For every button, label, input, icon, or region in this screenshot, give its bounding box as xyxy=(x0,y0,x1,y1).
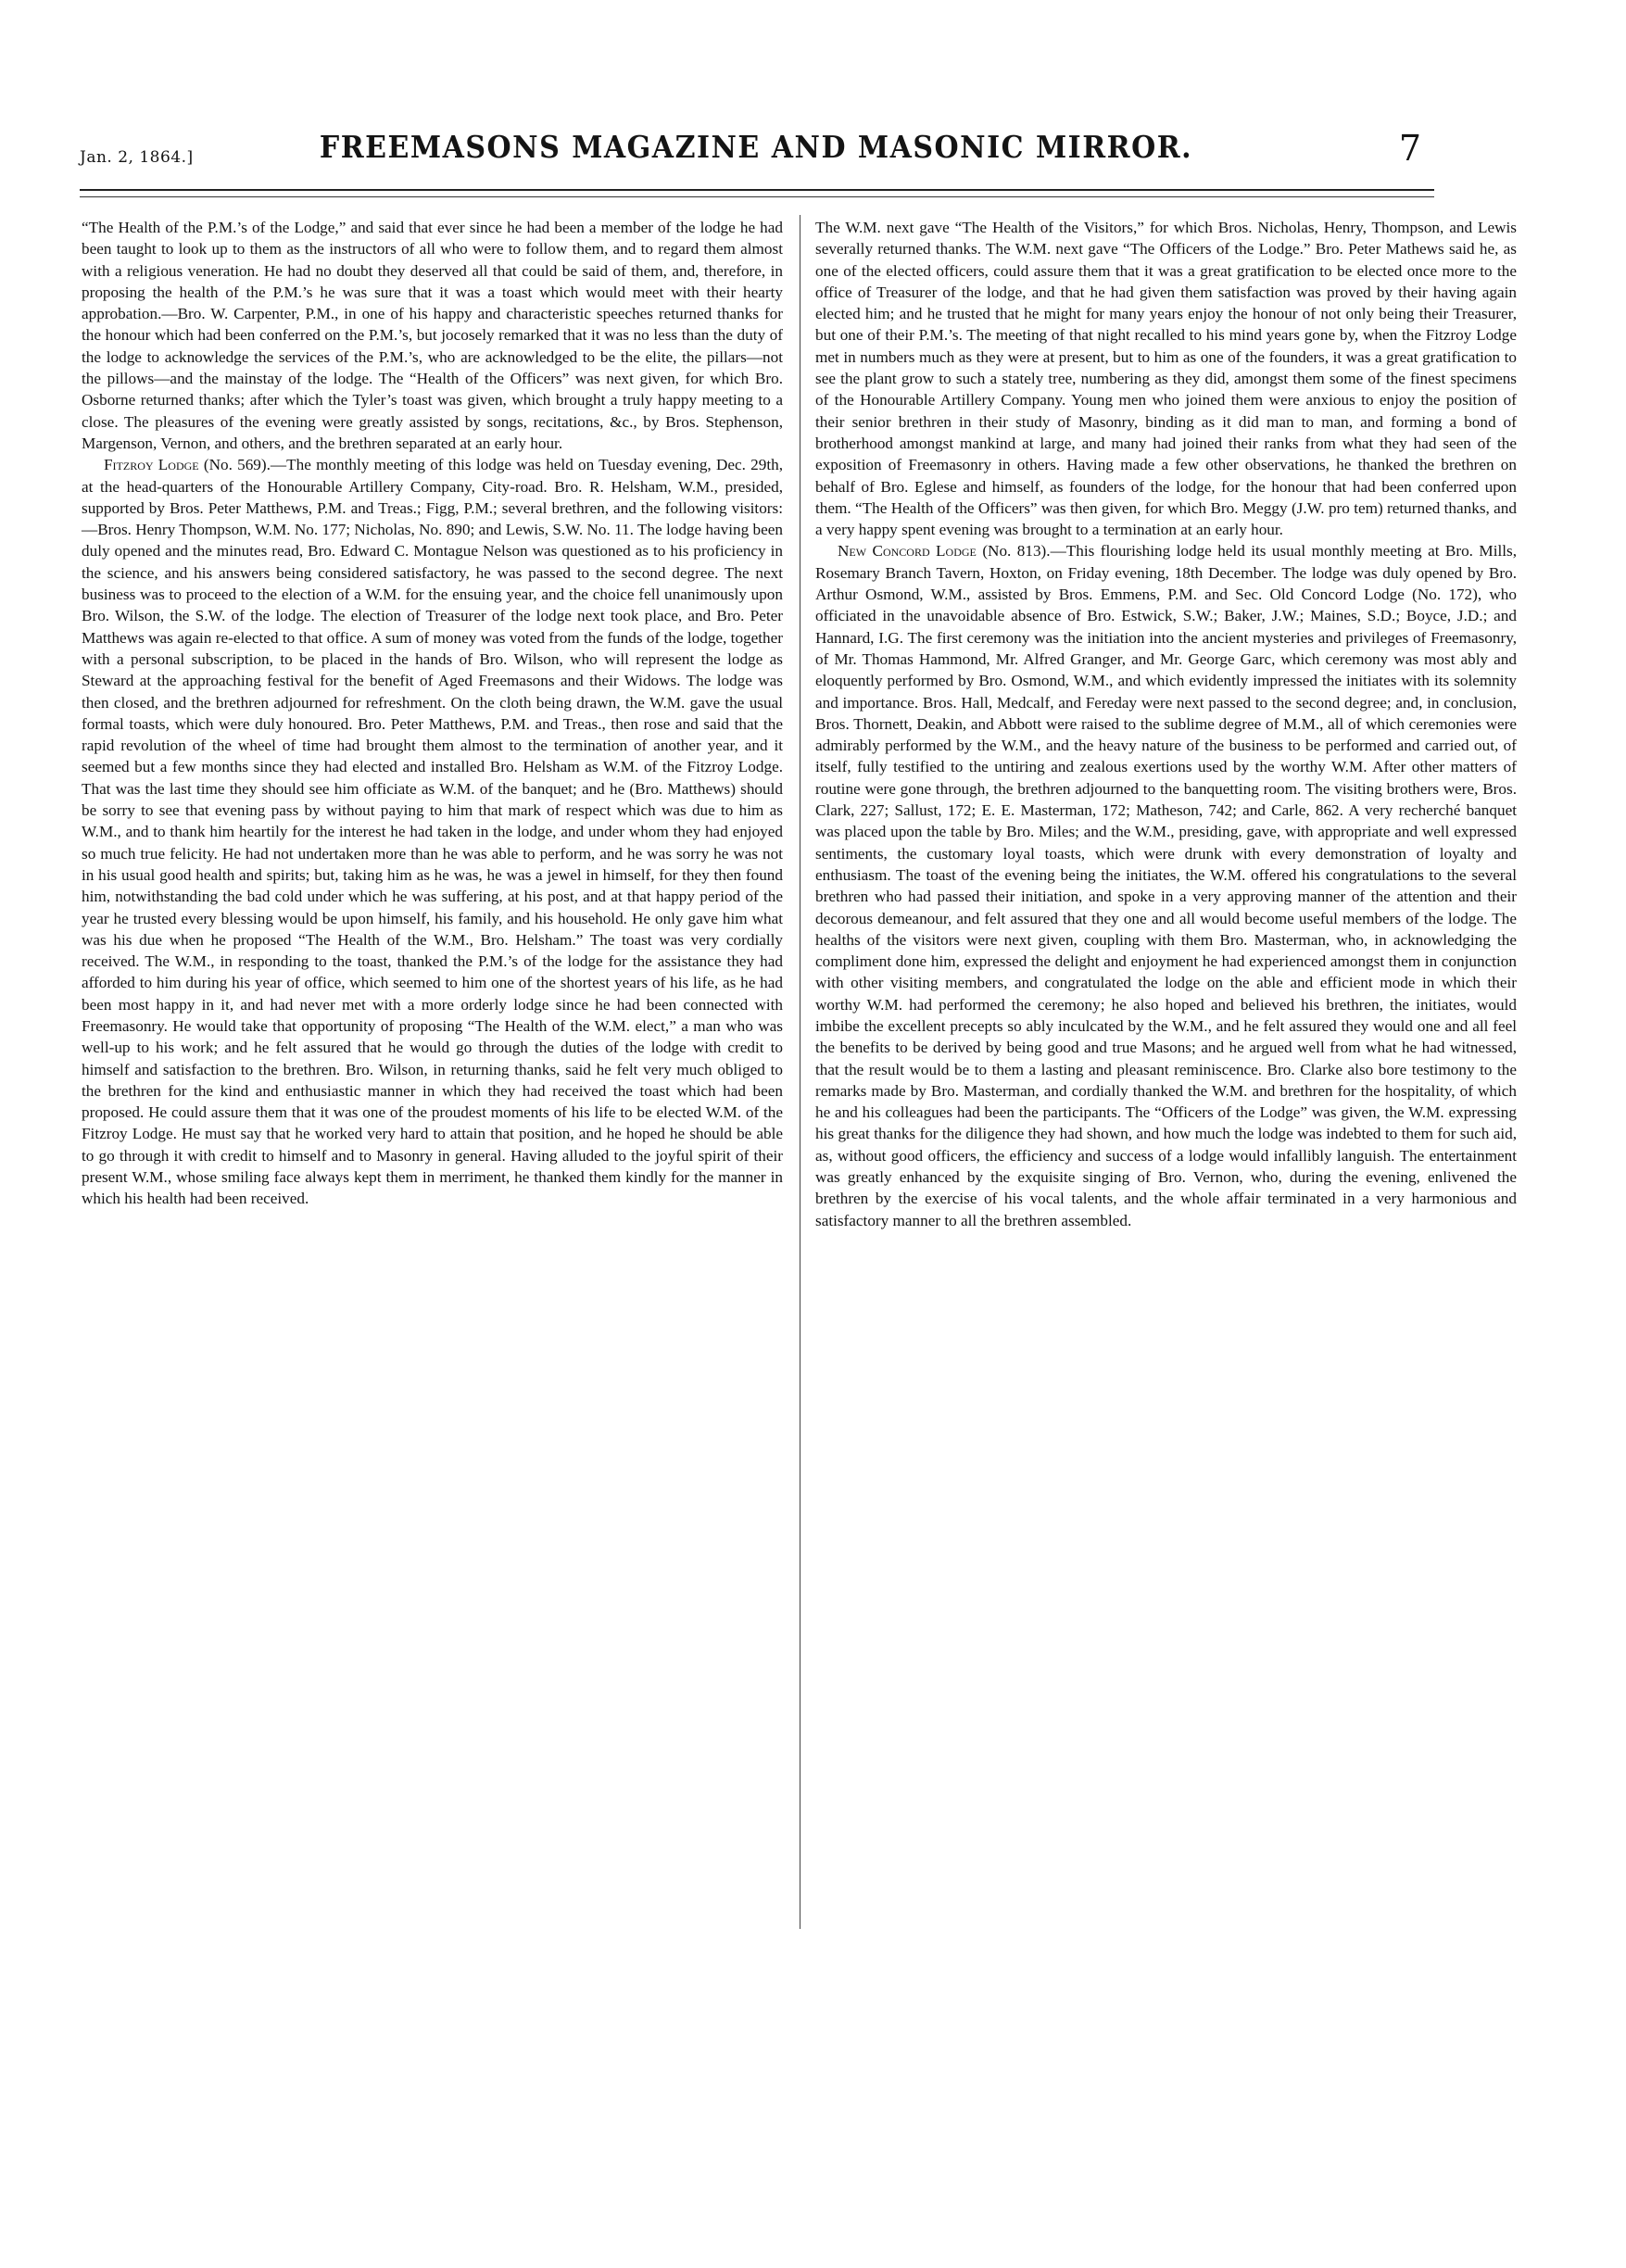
header-rule-thick xyxy=(80,189,1434,191)
article-paragraph xyxy=(82,454,783,1209)
article-paragraph xyxy=(82,217,783,454)
lodge-heading: Fitzroy Lodge xyxy=(104,456,199,474)
left-column xyxy=(82,217,783,1210)
page-number: 7 xyxy=(1398,128,1421,169)
page-header xyxy=(80,128,1432,180)
paragraph-text: (No. 813).—This flourishing lodge held its usual monthly meeting at Bro. Mills, Rosemary Branch Tavern, Hoxton, on Friday evening, 18th December. The lodge was duly opened by Bro. Arthur Osmond, W.M., assisted by Bros. Emmens, P.M. and Sec. Old Concord Lodge (No. 172), who officiated in the unavoidable absence of Bro. Estwick, S.W.; Baker, J.W.; Maines, S.D.; Boyce, J.D.; and Hannard, I.G. The first ceremony was the initiation into the ancient mysteries and privileges of Freemasonry, of Mr. Thomas Hammond, Mr. Alfred Granger, and Mr. George Garc, which ceremony was most ably and eloquently performed by Bro. Osmond, W.M., and which evidently impressed the initiates with its solemnity and importance. Bros. Hall, Medcalf, and Fereday were next passed to the second degree; and, in conclusion, Bros. Thornett, Deakin, and Abbott were raised to the sublime degree of M.M., all of which ceremonies were admirably performed by the W.M., and the heavy nature of the business to be performed and carried out, of itself, fully testified to the untiring and zealous exertions used by the worthy W.M. After other matters of routine were gone through, the brethren adjourned to the banquetting room. The visiting brothers were, Bros. Clark, 227; Sallust, 172; E. E. Masterman, 172; Matheson, 742; and Carle, 862. A very recherché banquet was placed upon the table by Bro. Miles; and the W.M., presiding, gave, with appropriate and well expressed sentiments, the customary loyal toasts, which were drunk with every demonstration of loyalty and enthusiasm. The toast of the evening being the initiates, the W.M. offered his congratulations to the several brethren who had passed their initiation, and spoke in a very approving manner of the attention and their decorous demeanour, and felt assured that they one and all would become useful members of the lodge. The healths of the visitors were next given, coupling with them Bro. Masterman, who, in acknowledging the compliment done him, expressed the delight and enjoyment he had experienced amongst them in conjunction with other visiting members, and congratulated the lodge on the able and efficient mode in which their worthy W.M. had performed the ceremony; he also hoped and believed his brethren, the initiates, would imbibe the excellent precepts so ably inculcated by the W.M., and he felt assured they would one and all feel the benefits to be derived by being good and true Masons; and he argued well from what he had witnessed, that the result would be to them a lasting and pleasant reminiscence. Bro. Clarke also bore testimony to the remarks made by Bro. Masterman, and cordially thanked the W.M. and brethren for the hospitality, of which he and his colleagues had been the participants. The “Officers of the Lodge” was given, the W.M. expressing his great thanks for the diligence they had shown, and how much the lodge was indebted to them for such aid, as, without good officers, the efficiency and success of a lodge would infallibly languish. The entertainment was greatly enhanced by the exquisite singing of Bro. Vernon, who, during the evening, enlivened the brethren by the exercise of his vocal talents, and the whole affair terminated in a very harmonious and satisfactory manner to all the brethren assembled. xyxy=(815,542,1517,1229)
publication-title: FREEMASONS MAGAZINE AND MASONIC MIRROR. xyxy=(319,130,1193,166)
header-rule-thin xyxy=(80,196,1434,197)
paragraph-text: “The Health of the P.M.’s of the Lodge,” and said that ever since he had been a member of the lodge he had been taught to look up to them as the instructors of all who were to follow them, and to regard them almost with a religious veneration. He had no doubt they deserved all that could be said of them, and, therefore, in proposing the health of the P.M.’s he was sure that it was a toast which would meet with their hearty approbation.—Bro. W. Carpenter, P.M., in one of his happy and characteristic speeches returned thanks for the honour which had been conferred on the P.M.’s, but jocosely remarked that it was no less than the duty of the lodge to acknowledge the services of the P.M.’s, who are acknowledged to be the elite, the pillars—not the pillows—and the mainstay of the lodge. The “Health of the Officers” was next given, for which Bro. Osborne returned thanks; after which the Tyler’s toast was given, which brought a truly happy meeting to a close. The pleasures of the evening were greatly assisted by songs, recitations, &c., by Bros. Stephenson, Margenson, Vernon, and others, and the brethren separated at an early hour. xyxy=(82,219,783,452)
issue-date: Jan. 2, 1864.] xyxy=(80,148,194,167)
paragraph-text: The W.M. next gave “The Health of the Visitors,” for which Bros. Nicholas, Henry, Thompson, and Lewis severally returned thanks. The W.M. next gave “The Officers of the Lodge.” Bro. Peter Mathews said he, as one of the elected officers, could assure them that it was a great gratification to be elected once more to the office of Treasurer of the lodge, and that he had given them satisfaction was proved by their having again elected him; and he trusted that he might for many years enjoy the honour of not only being their Treasurer, but one of their P.M.’s. The meeting of that night recalled to his mind years gone by, when the Fitzroy Lodge met in numbers much as they were at present, but to him as one of the founders, it was a great gratification to see the plant grow to such a stately tree, numbering as they did, amongst them some of the finest specimens of the Honourable Artillery Company. Young men who joined them were anxious to enjoy the position of their senior brethren in their study of Masonry, binding as it did man to man, and forming a bond of brotherhood amongst mankind at large, and many had joined their ranks from what they had seen of the exposition of Freemasonry in others. Having made a few other observations, he thanked the brethren on behalf of Bro. Eglese and himself, as founders of the lodge, for the honour that had been conferred upon them. “The Health of the Officers” was then given, for which Bro. Meggy (J.W. pro tem) returned thanks, and a very happy spent evening was brought to a termination at an early hour. xyxy=(815,219,1517,539)
article-paragraph xyxy=(815,540,1517,1231)
right-column xyxy=(815,217,1517,1231)
article-paragraph xyxy=(815,217,1517,540)
lodge-heading: New Concord Lodge xyxy=(838,542,977,561)
paragraph-text: (No. 569).—The monthly meeting of this lodge was held on Tuesday evening, Dec. 29th, at the head-quarters of the Honourable Artillery Company, City-road. Bro. R. Helsham, W.M., presided, supported by Bros. Peter Matthews, P.M. and Treas.; Figg, P.M.; several brethren, and the following visitors:—Bros. Henry Thompson, W.M. No. 177; Nicholas, No. 890; and Lewis, S.W. No. 11. The lodge having been duly opened and the minutes read, Bro. Edward C. Montague Nelson was questioned as to his proficiency in the science, and his answers being considered satisfactory, he was passed to the second degree. The next business was to proceed to the election of a W.M. for the ensuing year, and the choice fell unanimously upon Bro. Wilson, the S.W. of the lodge. The election of Treasurer of the lodge next took place, and Bro. Peter Matthews was again re-elected to that office. A sum of money was voted from the funds of the lodge, together with a personal subscription, to be placed in the hands of Bro. Wilson, who will represent the lodge as Steward at the approaching festival for the benefit of Aged Freemasons and their Widows. The lodge was then closed, and the brethren adjourned for refreshment. On the cloth being drawn, the W.M. gave the usual formal toasts, which were duly honoured. Bro. Peter Matthews, P.M. and Treas., then rose and said that the rapid revolution of the wheel of time had brought them almost to the termination of another year, and it seemed but a few months since they had elected and installed Bro. Helsham as W.M. of the Fitzroy Lodge. That was the last time they should see him officiate as W.M. of the banquet; and he (Bro. Matthews) should be sorry to see that evening pass by without paying to him that mark of respect which was due to him as W.M., and to thank him heartily for the interest he had taken in the lodge, and under whom they had enjoyed so much true felicity. He had not undertaken more than he was able to perform, and he was sorry he was not in his usual good health and spirits; but, taking him as he was, he was a jewel in himself, for they then found him, notwithstanding the bad cold under which he was suffering, at his post, and at that happy period of the year he trusted every blessing would be upon himself, his family, and his household. He only gave him what was his due when he proposed “The Health of the W.M., Bro. Helsham.” The toast was very cordially received. The W.M., in responding to the toast, thanked the P.M.’s of the lodge for the assistance they had afforded to him during his year of office, which seemed to him one of the shortest years of his life, as he had been most happy in it, and had never met with a more orderly lodge since he had been connected with Freemasonry. He would take that opportunity of proposing “The Health of the W.M. elect,” a man who was well-up to his work; and he felt assured that he would go through the duties of the lodge with credit to himself and satisfaction to the brethren. Bro. Wilson, in returning thanks, said he felt very much obliged to the brethren for the kind and enthusiastic manner in which they had received the toast which had been proposed. He could assure them that it was one of the proudest moments of his life to be elected W.M. of the Fitzroy Lodge. He must say that he worked very hard to attain that position, and he hoped he should be able to go through it with credit to himself and to Masonry in general. Having alluded to the joyful spirit of their present W.M., whose smiling face always kept them in merriment, he thanked them kindly for the manner in which his health had been received. xyxy=(82,456,783,1208)
